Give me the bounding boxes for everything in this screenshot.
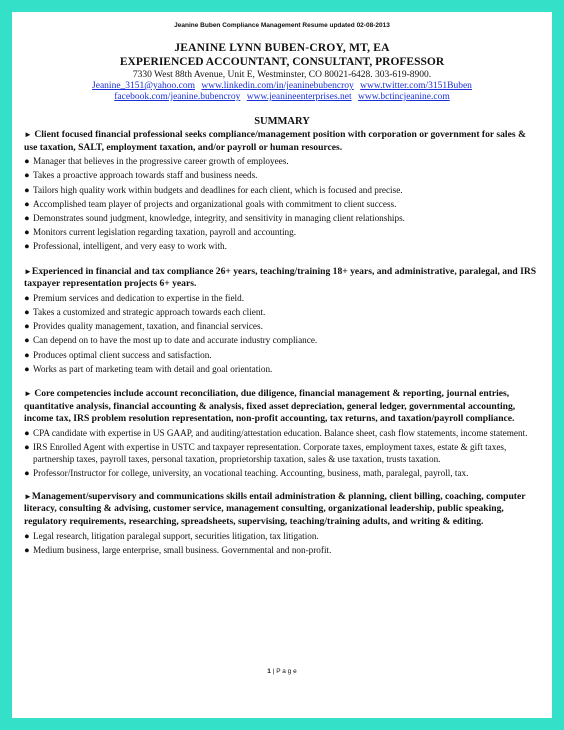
list-item-text: Legal research, litigation paralegal support, securities litigation, tax litigation. xyxy=(33,530,319,541)
bullet-dot-icon: ● xyxy=(24,427,30,438)
page-word: P a g e xyxy=(276,668,297,675)
summary-section xyxy=(24,129,540,254)
bullet-dot-icon: ● xyxy=(24,335,30,346)
candidate-name: JEANINE LYNN BUBEN-CROY, MT, EA xyxy=(174,42,390,54)
list-item-text: Manager that believes in the progressive career growth of employees. xyxy=(33,156,289,167)
section-lead xyxy=(24,266,540,291)
section-lead xyxy=(24,491,540,529)
twitter-link[interactable]: www.twitter.com/3151Buben xyxy=(360,81,472,91)
bullet-list xyxy=(24,291,540,376)
list-item xyxy=(24,348,540,362)
section-lead xyxy=(24,388,540,426)
bullet-dot-icon: ● xyxy=(24,292,30,303)
list-item xyxy=(24,225,540,239)
bullet-dot-icon: ● xyxy=(24,530,30,541)
list-item xyxy=(24,333,540,347)
list-item-text: Monitors current legislation regarding taxation, payroll and accounting. xyxy=(33,227,297,238)
links-row-1 xyxy=(24,81,540,91)
bullet-list xyxy=(24,529,540,557)
list-item xyxy=(24,183,540,197)
list-item xyxy=(24,211,540,225)
arrow-bullet-icon: ► xyxy=(24,130,32,139)
bullet-dot-icon: ● xyxy=(24,213,30,223)
arrow-bullet-icon: ► xyxy=(24,491,32,501)
list-item-text: IRS Enrolled Agent with expertise in USTC and taxpayer representation. Corporate taxes, employment taxes, estate & gift taxes, partnership taxes, payroll taxes, personal taxation, proprietorship taxation, sales & use taxation, trusts taxation. xyxy=(33,441,507,464)
list-item xyxy=(24,543,540,557)
list-item xyxy=(24,197,540,211)
summary-section xyxy=(24,491,540,557)
summary-sections xyxy=(24,129,540,557)
list-item-text: Provides quality management, taxation, and financial services. xyxy=(33,321,263,332)
arrow-bullet-icon: ► xyxy=(24,389,32,399)
list-item xyxy=(24,362,540,376)
list-item-text: Takes a proactive approach towards staff and business needs. xyxy=(33,170,258,181)
email-link[interactable]: Jeanine_3151@yahoo.com xyxy=(92,81,195,91)
page-number: 1 xyxy=(267,668,271,675)
bullet-dot-icon: ● xyxy=(24,321,30,332)
list-item-text: Demonstrates sound judgment, knowledge, integrity, and sensitivity in managing client relationships. xyxy=(33,213,405,223)
bullet-dot-icon: ● xyxy=(24,307,30,317)
bullet-dot-icon: ● xyxy=(24,241,30,252)
bctinc-link[interactable]: www.bctincjeanine.com xyxy=(358,92,450,102)
list-item xyxy=(24,441,540,465)
list-item xyxy=(24,291,540,305)
list-item xyxy=(24,154,540,168)
links-row-2 xyxy=(24,92,540,102)
list-item-text: Professor/Instructor for college, university, an vocational teaching. Accounting, business, math, paralegal, payroll, tax. xyxy=(33,467,469,478)
list-item xyxy=(24,427,540,439)
section-lead-text: Experienced in financial and tax compliance 26+ years, teaching/training 18+ years, and administrative, paralegal, and IRS taxpayer representation projects 6+ years. xyxy=(24,265,537,290)
page-footer xyxy=(24,668,540,675)
list-item-text: Tailors high quality work within budgets and deadlines for each client, which is focused and precise. xyxy=(33,184,403,195)
list-item xyxy=(24,305,540,319)
list-item-text: Premium services and dedication to expertise in the field. xyxy=(33,292,244,303)
list-item-text: Medium business, large enterprise, small business. Governmental and non-profit. xyxy=(33,544,332,555)
top-note: Jeanine Buben Compliance Management Resume updated 02-08-2013 xyxy=(174,22,390,29)
bullet-dot-icon: ● xyxy=(24,363,30,374)
list-item-text: Works as part of marketing team with detail and goal orientation. xyxy=(33,363,273,374)
candidate-role: EXPERIENCED ACCOUNTANT, CONSULTANT, PROFESSOR xyxy=(119,56,445,68)
list-item-text: Takes a customized and strategic approach towards each client. xyxy=(33,307,266,317)
list-item-text: Professional, intelligent, and very easy to work with. xyxy=(33,241,227,252)
bullet-dot-icon: ● xyxy=(24,467,30,478)
arrow-bullet-icon: ► xyxy=(24,266,32,276)
bullet-dot-icon: ● xyxy=(24,184,30,195)
bullet-list xyxy=(24,154,540,253)
section-lead-text: Core competencies include account reconciliation, due diligence, financial management & reporting, journal entries, quantitative analysis, financial accounting & analysis, fixed asset depreciation, general ledger, governmental accounting, income tax, IRS problem resolution representation, non-profit accounting, tax returns, and taxation/payroll compliance. xyxy=(24,388,516,425)
bullet-dot-icon: ● xyxy=(24,170,30,181)
list-item xyxy=(24,168,540,182)
summary-section xyxy=(24,388,540,479)
list-item xyxy=(24,529,540,543)
summary-title: SUMMARY xyxy=(254,116,310,127)
bullet-dot-icon: ● xyxy=(24,349,30,360)
linkedin-link[interactable]: www.linkedin.com/in/jeaninebubencroy xyxy=(201,81,354,91)
list-item-text: Can depend on to have the most up to date and accurate industry compliance. xyxy=(33,335,318,346)
bullet-dot-icon: ● xyxy=(24,544,30,555)
bullet-dot-icon: ● xyxy=(24,156,30,167)
bullet-dot-icon: ● xyxy=(24,441,30,452)
summary-section xyxy=(24,266,540,376)
list-item xyxy=(24,239,540,253)
list-item-text: Produces optimal client success and satisfaction. xyxy=(33,349,212,360)
section-lead-text: Client focused financial professional seeks compliance/management position with corporation or government for sales & use taxation, SALT, employment taxation, and/or payroll or human resources. xyxy=(24,129,526,153)
section-lead-text: Management/supervisory and communications skills entail administration & planning, client billing, coaching, computer literacy, consulting & advising, customer service, management consulting, organizational leadership, public speaking, regulatory requirements, researching, spreadsheets, supervising, teaching/training adults, and writing & editing. xyxy=(24,490,526,527)
list-item xyxy=(24,467,540,479)
list-item-text: CPA candidate with expertise in US GAAP, and auditing/attestation education. Balance sheet, cash flow statements, income statement. xyxy=(33,427,528,438)
bullet-dot-icon: ● xyxy=(24,227,30,238)
section-lead xyxy=(24,129,540,154)
bullet-dot-icon: ● xyxy=(24,198,30,209)
facebook-link[interactable]: facebook.com/jeanine.bubencroy xyxy=(114,92,241,102)
resume-page xyxy=(24,20,540,557)
page-separator: | xyxy=(270,668,277,675)
list-item xyxy=(24,319,540,333)
contact-address: 7330 West 88th Avenue, Unit E, Westminster, CO 80021-6428. 303-619-8900. xyxy=(132,70,432,80)
list-item-text: Accomplished team player of projects and organizational goals with commitment to client success. xyxy=(33,198,397,209)
website-link[interactable]: www.jeanineenterprises.net xyxy=(246,92,352,102)
bullet-list xyxy=(24,427,540,479)
